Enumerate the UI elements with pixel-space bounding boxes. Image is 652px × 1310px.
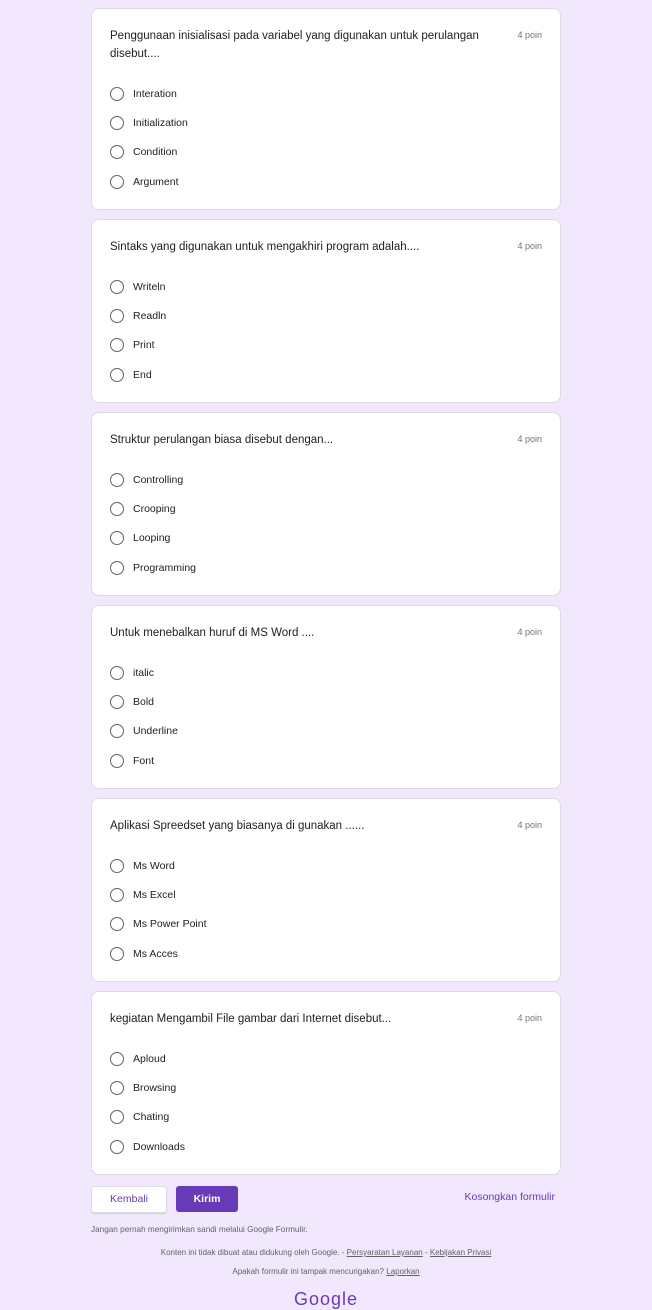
option-label: Chating xyxy=(133,1111,170,1124)
radio-circle-icon[interactable] xyxy=(110,947,124,961)
radio-circle-icon[interactable] xyxy=(110,116,124,130)
option-ms-word[interactable] xyxy=(110,851,542,880)
option-label: Programming xyxy=(133,561,197,574)
question-card-5 xyxy=(91,798,561,982)
terms-link[interactable]: Persyaratan Layanan xyxy=(346,1248,423,1257)
option-ms-power-point[interactable] xyxy=(110,910,542,939)
option-label: Writeln xyxy=(133,280,166,293)
radio-circle-icon[interactable] xyxy=(110,859,124,873)
option-programming[interactable] xyxy=(110,553,542,582)
options-group xyxy=(110,272,542,390)
question-points: 4 poin xyxy=(517,30,542,40)
report-question: Apakah formulir ini tampak mencurigakan? xyxy=(232,1267,385,1276)
question-title: Penggunaan inisialisasi pada variabel yang digunakan untuk perulangan disebut.... xyxy=(110,30,479,60)
radio-circle-icon[interactable] xyxy=(110,724,124,738)
question-card-2 xyxy=(91,219,561,403)
option-argument[interactable] xyxy=(110,167,542,196)
option-initialization[interactable] xyxy=(110,108,542,137)
report-link[interactable]: Laporkan xyxy=(386,1267,420,1276)
option-aploud[interactable] xyxy=(110,1044,542,1073)
question-title: kegiatan Mengambil File gambar dari Internet disebut... xyxy=(110,1013,392,1025)
option-label: Print xyxy=(133,339,155,352)
option-label: Bold xyxy=(133,696,155,709)
question-points: 4 poin xyxy=(517,627,542,637)
question-points: 4 poin xyxy=(517,434,542,444)
form-questions xyxy=(91,8,561,1184)
radio-circle-icon[interactable] xyxy=(110,280,124,294)
question-card-3 xyxy=(91,412,561,596)
radio-circle-icon[interactable] xyxy=(110,754,124,768)
option-chating[interactable] xyxy=(110,1103,542,1132)
option-browsing[interactable] xyxy=(110,1073,542,1102)
option-ms-excel[interactable] xyxy=(110,880,542,909)
radio-circle-icon[interactable] xyxy=(110,1081,124,1095)
option-label: Crooping xyxy=(133,503,176,516)
question-points: 4 poin xyxy=(517,820,542,830)
options-group xyxy=(110,79,542,197)
radio-circle-icon[interactable] xyxy=(110,1110,124,1124)
question-points: 4 poin xyxy=(517,1013,542,1023)
option-label: Browsing xyxy=(133,1082,177,1095)
options-group xyxy=(110,1044,542,1162)
option-label: Readln xyxy=(133,310,167,323)
option-writeln[interactable] xyxy=(110,272,542,301)
submit-button[interactable]: Kirim xyxy=(176,1186,238,1212)
option-condition[interactable] xyxy=(110,138,542,167)
footer-separator: - xyxy=(424,1248,428,1257)
option-downloads[interactable] xyxy=(110,1132,542,1161)
option-label: Initialization xyxy=(133,117,188,130)
radio-circle-icon[interactable] xyxy=(110,145,124,159)
question-points: 4 poin xyxy=(517,241,542,251)
radio-circle-icon[interactable] xyxy=(110,1140,124,1154)
option-label: Ms Word xyxy=(133,859,175,872)
radio-circle-icon[interactable] xyxy=(110,175,124,189)
option-readln[interactable] xyxy=(110,301,542,330)
option-looping[interactable] xyxy=(110,524,542,553)
option-label: Font xyxy=(133,754,155,767)
radio-circle-icon[interactable] xyxy=(110,368,124,382)
option-controlling[interactable] xyxy=(110,465,542,494)
option-label: Underline xyxy=(133,725,178,738)
radio-circle-icon[interactable] xyxy=(110,695,124,709)
disclaimer-text: Konten ini tidak dibuat atau didukung oleh Google. - xyxy=(160,1248,345,1257)
back-button[interactable]: Kembali xyxy=(91,1186,167,1213)
option-ms-acces[interactable] xyxy=(110,939,542,968)
radio-circle-icon[interactable] xyxy=(110,502,124,516)
options-group xyxy=(110,851,542,969)
options-group xyxy=(110,658,542,776)
radio-circle-icon[interactable] xyxy=(110,473,124,487)
question-card-6 xyxy=(91,991,561,1175)
option-interation[interactable] xyxy=(110,79,542,108)
option-label: Looping xyxy=(133,532,171,545)
option-label: Interation xyxy=(133,87,177,100)
option-label: End xyxy=(133,368,152,381)
option-label: Controlling xyxy=(133,473,184,486)
option-print[interactable] xyxy=(110,331,542,360)
question-card-1 xyxy=(91,8,561,210)
option-label: Condition xyxy=(133,146,178,159)
footer-disclaimer xyxy=(0,1248,652,1257)
option-underline[interactable] xyxy=(110,717,542,746)
radio-circle-icon[interactable] xyxy=(110,87,124,101)
options-group xyxy=(110,465,542,583)
radio-circle-icon[interactable] xyxy=(110,309,124,323)
option-label: Aploud xyxy=(133,1052,166,1065)
radio-circle-icon[interactable] xyxy=(110,888,124,902)
option-italic[interactable] xyxy=(110,658,542,687)
question-title: Aplikasi Spreedset yang biasanya di gunakan ...... xyxy=(110,820,365,832)
password-warning: Jangan pernah mengirimkan sandi melalui Google Formulir. xyxy=(91,1225,308,1234)
radio-circle-icon[interactable] xyxy=(110,666,124,680)
option-label: Ms Excel xyxy=(133,889,176,902)
question-title: Untuk menebalkan huruf di MS Word .... xyxy=(110,627,315,639)
option-end[interactable] xyxy=(110,360,542,389)
option-label: Ms Power Point xyxy=(133,918,207,931)
radio-circle-icon[interactable] xyxy=(110,1052,124,1066)
option-label: Argument xyxy=(133,175,179,188)
question-title: Struktur perulangan biasa disebut dengan... xyxy=(110,434,334,446)
option-label: Ms Acces xyxy=(133,947,178,960)
radio-circle-icon[interactable] xyxy=(110,531,124,545)
option-label: Downloads xyxy=(133,1140,185,1153)
form-actions xyxy=(91,1186,561,1213)
clear-form-button[interactable]: Kosongkan formulir xyxy=(464,1191,555,1203)
radio-circle-icon[interactable] xyxy=(110,917,124,931)
option-label: italic xyxy=(133,666,155,679)
radio-circle-icon[interactable] xyxy=(110,561,124,575)
google-forms-logo: Google xyxy=(293,1289,359,1309)
question-title: Sintaks yang digunakan untuk mengakhiri program adalah.... xyxy=(110,241,420,253)
radio-circle-icon[interactable] xyxy=(110,338,124,352)
option-font[interactable] xyxy=(110,746,542,775)
footer-report xyxy=(0,1267,652,1276)
option-crooping[interactable] xyxy=(110,494,542,523)
question-card-4 xyxy=(91,605,561,789)
privacy-link[interactable]: Kebijakan Privasi xyxy=(429,1248,492,1257)
option-bold[interactable] xyxy=(110,687,542,716)
